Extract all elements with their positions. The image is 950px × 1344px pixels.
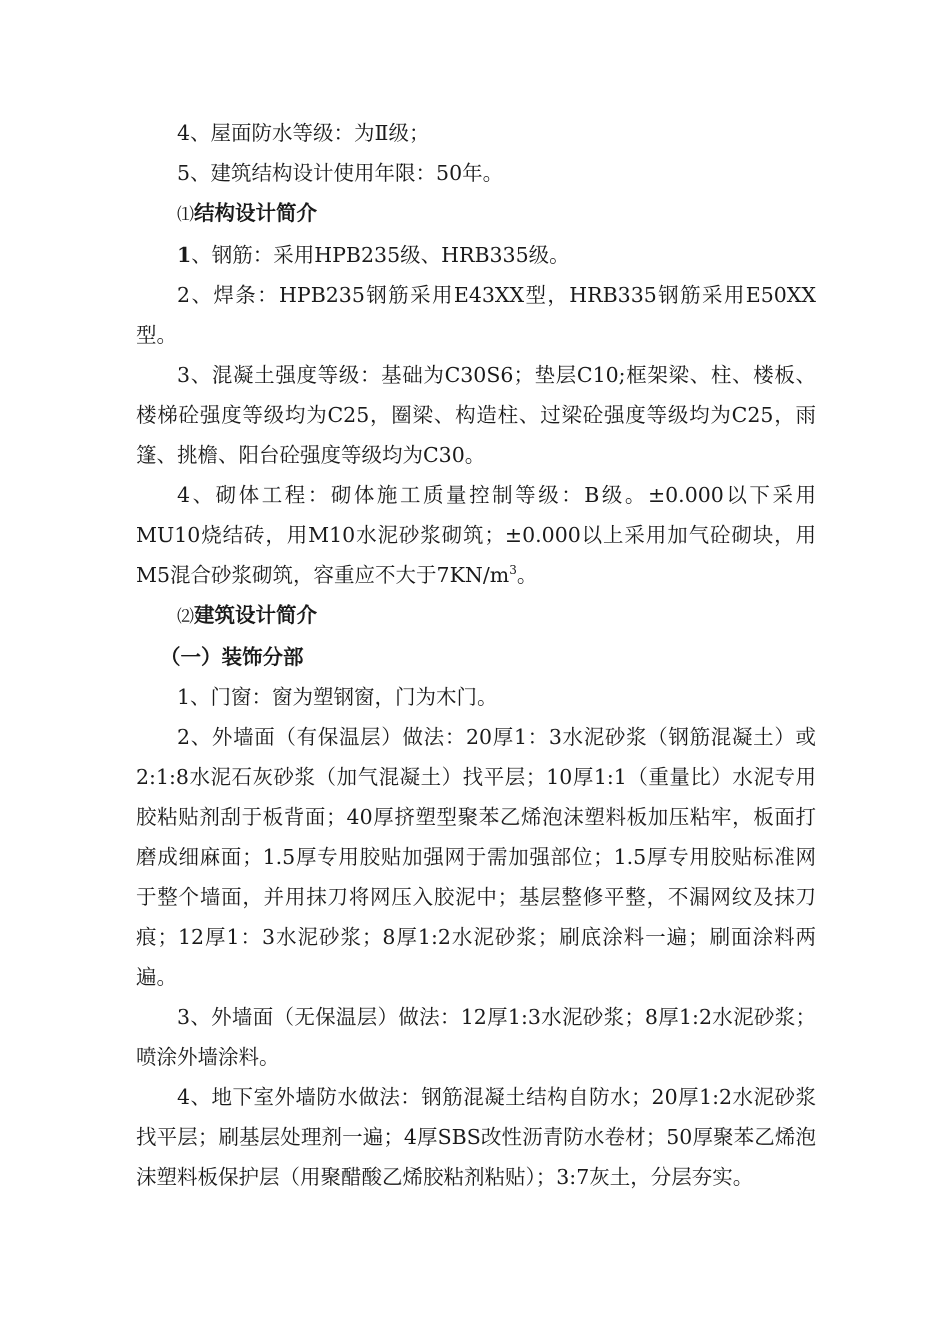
section-title: 结构设计简介 — [194, 201, 317, 225]
paragraph-exterior-wall-plain: 3、外墙面（无保温层）做法：12厚1:3水泥砂浆；8厚1:2水泥砂浆；喷涂外墙涂料。 — [136, 1005, 816, 1069]
paragraph-welding-rod: 2、焊条：HPB235钢筋采用E43XX型，HRB335钢筋采用E50XX型。 — [136, 283, 816, 347]
item-number: 1 — [177, 243, 192, 267]
section-number: ⑴ — [177, 205, 194, 225]
paragraph-service-life: 5、建筑结构设计使用年限：50年。 — [177, 161, 504, 185]
masonry-text: 4、砌体工程：砌体施工质量控制等级：B级。±0.000以下采用MU10烧结砖，用M10水泥砂浆砌筑；±0.000以上采用加气砼砌块，用M5混合砂浆砌筑，容重应不大于7KN/m — [136, 483, 816, 587]
section-title: 建筑设计简介 — [194, 603, 317, 627]
paragraph-roof-waterproof: 4、屋面防水等级：为Ⅱ级； — [177, 121, 430, 145]
paragraph-doors-windows: 1、门窗：窗为塑钢窗，门为木门。 — [177, 685, 498, 709]
paragraph-rebar — [136, 235, 816, 275]
item-text: 、钢筋：采用HPB235级、HRB335级。 — [191, 243, 570, 267]
paragraph-basement-waterproof: 4、地下室外墙防水做法：钢筋混凝土结构自防水；20厚1:2水泥砂浆找平层；刷基层处理剂一遍；4厚SBS改性沥青防水卷材；50厚聚苯乙烯泡沫塑料板保护层（用聚醋酸乙烯胶粘剂粘贴）；3:7灰土，分层夯实。 — [136, 1085, 816, 1189]
section-number: ⑵ — [177, 607, 194, 627]
document-body — [136, 113, 816, 1197]
section-heading-architecture — [136, 595, 816, 637]
section-heading-structure — [136, 193, 816, 235]
paragraph-exterior-wall-insulated: 2、外墙面（有保温层）做法：20厚1：3水泥砂浆（钢筋混凝土）或2:1:8水泥石灰砂浆（加气混凝土）找平层；10厚1:1（重量比）水泥专用胶粘贴剂刮于板背面；40厚挤塑型聚苯乙烯泡沫塑料板加压粘牢，板面打磨成细麻面；1.5厚专用胶贴加强网于需加强部位；1.5厚专用胶贴标准网于整个墙面，并用抹刀将网压入胶泥中；基层整修平整，不漏网纹及抹刀痕；12厚1：3水泥砂浆；8厚1:2水泥砂浆；刷底涂料一遍；刷面涂料两遍。 — [136, 725, 816, 989]
subsection-heading-decoration: （一）装饰分部 — [160, 645, 304, 669]
masonry-end: 。 — [516, 563, 538, 587]
paragraph-concrete-grade: 3、混凝土强度等级：基础为C30S6；垫层C10;框架梁、柱、楼板、楼梯砼强度等级均为C25，圈梁、构造柱、过梁砼强度等级均为C25，雨篷、挑檐、阳台砼强度等级均为C30。 — [136, 363, 816, 467]
paragraph-masonry — [136, 475, 816, 595]
superscript: 3 — [509, 563, 517, 578]
